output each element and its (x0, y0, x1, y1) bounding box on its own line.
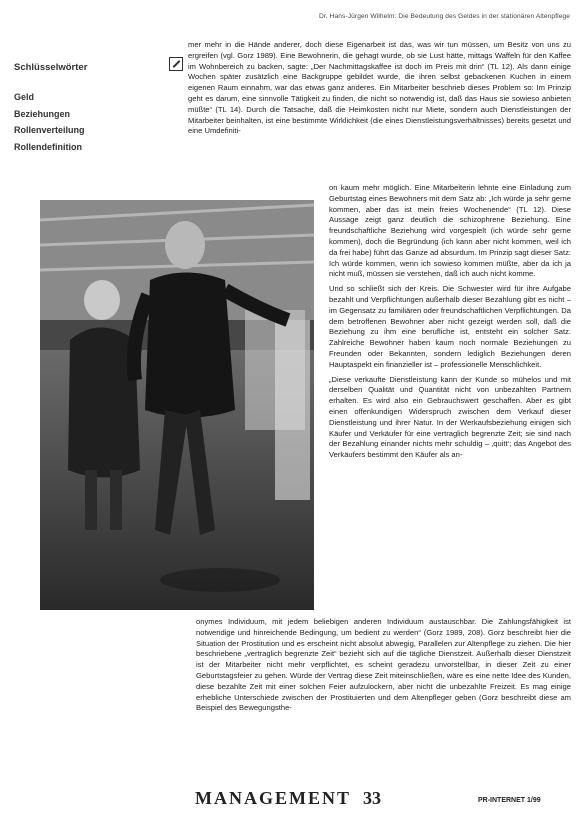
body-text-top (188, 40, 571, 141)
running-header: Dr. Hans-Jürgen Wilhelm: Die Bedeutung des Geldes in der stationären Altenpflege (318, 13, 570, 20)
paragraph: onymes Individuum, mit jedem beliebigen anderen Individuum austauschbar. Die Zahlungsfähigkeit ist notwendige und hinreichende Bedingung, um bedient zu werden“ (Gorz 1989, 208). Gorz beschreibt hier die Situation der Prostitution und es erscheint nicht absolut abwegig, Parallelen zur Altenpflege zu ziehen. Die hier beschriebene „vertraglich begrenzte Zeit“ bezieht sich auf die tägliche Dienstzeit. Außerhalb dieser Dienstzeit ist der Mitarbeiter nicht mehr verpflichtet, es scheint geradezu unvorstellbar, in dieser Zeit zu einer Geburtstagsfeier zu gehen. Würde der Vertrag diese Zeit miteinschließen, wäre es eine nette Idee des Kunden, diese bezahlte Zeit mit einer solchen Feier aufzulockern, aber nicht die unbezahlte Freizeit. Es mag einige erhebliche Unterschiede zwischen der Prostituierten und dem Altenpfleger geben (Gorz beschreibt diese am Beispiel des Bewegungsthe- (196, 617, 571, 713)
paragraph: „Diese verkaufte Dienstleistung kann der Kunde so mühelos und mit derselben Qualität und Quantität nicht von unbezahlten Partnern erhalten. Es wird also ein Gebrauchswert geschaffen. Aber es gibt einen offenkundigen Widerspruch zwischen dem Verkauf dieser Dienstleistung und ihrer Natur. In der Werkaufsbeziehung einigen sich Käufer und Verkäufer für eine vertraglich begrenzte Zeit; sie sind nach der Bezahlung einander nichts mehr schuldig – ‚quitt‘; das Angebot des Verkäufers bestimmt den Käufer als an- (329, 374, 571, 460)
paragraph: Und so schließt sich der Kreis. Die Schwester wird für ihre Aufgabe bezahlt und Verpflichtungen außerhalb dieser Bezahlung gibt es nicht – im Gegensatz zu familiären oder freundschaftlichen Verpflichtungen. Da dem betroffenen Bewohner aber nicht gezeigt werden soll, daß die Beziehung zu ihm eine berufliche ist, entsteht ein solcher Satz. Zahlreiche Bewohner haben kaum noch normale Beziehungen zu Freunden oder Bekannten, sondern lediglich Beziehungen deren Hauptaspekt ein finanzieller ist – professionelle Menschlichkeit. (329, 284, 571, 369)
body-text-column (329, 183, 571, 465)
keyword-item: Geld (14, 92, 35, 102)
body-text-bottom (196, 617, 571, 718)
paragraph: on kaum mehr möglich. Eine Mitarbeiterin lehnte eine Einladung zum Geburtstag eines Bewohners mit dem Satz ab: „Ich würde ja sehr gerne kommen, aber das ist mein freies Wochenende“ (TL 12). Diese Aussage zeigt ganz deutlich die schizophrene Beziehung. Eine freundschaftliche Beziehung wird vorgespielt (ich würde sehr gerne kommen), doch die Begründung (ich kann aber nicht kommen, weil ich da frei habe) führt das Ganze ad absurdum. Im Prinzip sagt dieser Satz: Ich würde kommen, wenn ich sowieso kommen müßte, aber da ich ja nicht muß, müssen sie verstehen, daß ich auch nicht komme. (329, 183, 571, 279)
footer-section (195, 788, 381, 809)
keyword-sidebar (14, 62, 182, 155)
article-photo (40, 200, 314, 610)
keyword-item: Rollendefinition (14, 141, 82, 152)
page-number: 33 (363, 788, 381, 808)
keyword-item: Beziehungen (14, 108, 71, 119)
section-name: MANAGEMENT (195, 788, 351, 808)
paragraph: mer mehr in die Hände anderer, doch diese Eigenarbeit ist das, was wir tun müssen, um Besitz von uns zu ergreifen (vgl. Gorz 1989). Eine Bewohnerin, die gehagt wurde, ob sie Lust hätte, mittags Waffeln für den Kaffee im Wohnbereich zu backen, sagte: „Der Nachmittagskaffee ist doch im Preis mit drin“ (TL 12). Als dann einige Wochen später zusätzlich eine Backgruppe gebildet wurde, die ihren selbst gebackenen Kuchen in einem eigenen Raum einnahm, war das etwas ganz anderes. Ein Mitarbeiter beschrieb dieses Problem so: Im Prinzip geht es darum, eine sinnvolle Tätigkeit zu finden, die nicht so notwendig ist, daß das Haus sie sowieso anbieten müßte“ (TL 14). Durch die Tatsache, daß die Heimkosten nicht nur Miete, sondern auch Dienstleistungen der Mitarbeiter beinhalten, ist eine bestimmte Wirklichkeit (die eines Dienstleistungsverhältnisses) bereits gesetzt und eine Umdefiniti- (188, 40, 571, 136)
journal-issue: PR-INTERNET 1/99 (478, 797, 541, 804)
pencil-box-icon (169, 57, 183, 71)
keywords-title: Schlüsselwörter (14, 62, 88, 73)
photo-illustration (40, 200, 314, 610)
keyword-item: Rollenverteilung (14, 125, 85, 135)
